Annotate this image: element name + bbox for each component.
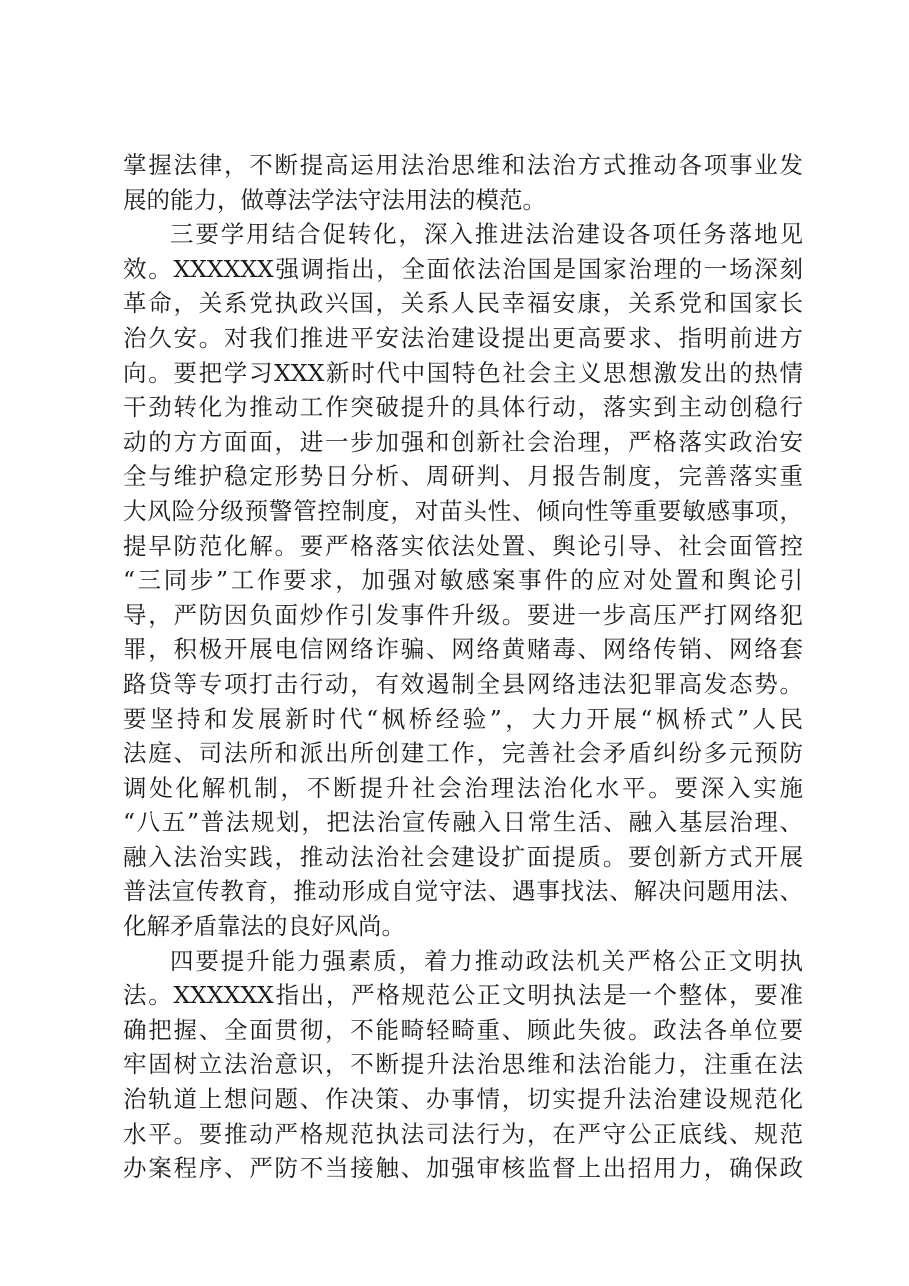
- text-line: 水平。要推动严格规范执法司法行为，在严守公正底线、规范: [123, 1119, 803, 1148]
- text-line: 办案程序、严防不当接触、加强审核监督上出招用力，确保政: [123, 1154, 803, 1183]
- text-line: 大风险分级预警管控制度，对苗头性、倾向性等重要敏感事项，: [123, 496, 803, 525]
- text-line: 效。XXXXXX强调指出，全面依法治国是国家治理的一场深刻: [123, 254, 803, 283]
- text-line: 干劲转化为推动工作突破提升的具体行动，落实到主动创稳行: [123, 393, 803, 422]
- text-line: 路贷等专项打击行动，有效遏制全县网络违法犯罪高发态势。: [123, 669, 803, 698]
- text-line: 罪，积极开展电信网络诈骗、网络黄赌毒、网络传销、网络套: [123, 635, 803, 664]
- text-line: 法庭、司法所和派出所创建工作，完善社会矛盾纠纷多元预防: [123, 739, 803, 768]
- text-line: 治轨道上想问题、作决策、办事情，切实提升法治建设规范化: [123, 1085, 803, 1114]
- text-line: 要坚持和发展新时代“枫桥经验”，大力开展“枫桥式”人民: [123, 704, 803, 733]
- text-line: 法。XXXXXX指出，严格规范公正文明执法是一个整体，要准: [123, 981, 803, 1010]
- document-body: [123, 148, 803, 1186]
- text-line: 牢固树立法治意识，不断提升法治思维和法治能力，注重在法: [123, 1050, 803, 1079]
- text-line: 掌握法律，不断提高运用法治思维和法治方式推动各项事业发: [123, 151, 803, 179]
- text-line: 全与维护稳定形势日分析、周研判、月报告制度，完善落实重: [123, 462, 803, 491]
- text-line: 调处化解机制，不断提升社会治理法治化水平。要深入实施: [123, 773, 803, 802]
- text-line: “八五”普法规划，把法治宣传融入日常生活、融入基层治理、: [123, 808, 803, 837]
- text-line: 融入法治实践，推动法治社会建设扩面提质。要创新方式开展: [123, 842, 803, 871]
- text-line: 展的能力，做尊法学法守法用法的模范。: [123, 185, 546, 214]
- paragraph-first-line: 四要提升能力强素质，着力推动政法机关严格公正文明执: [170, 946, 803, 975]
- text-line: 向。要把学习XXX新时代中国特色社会主义思想激发出的热情: [123, 358, 803, 387]
- text-line: 普法宣传教育，推动形成自觉守法、遇事找法、解决问题用法、: [123, 877, 803, 906]
- text-line: 动的方方面面，进一步加强和创新社会治理，严格落实政治安: [123, 427, 803, 456]
- text-line: “三同步”工作要求，加强对敏感案事件的应对处置和舆论引: [123, 566, 803, 595]
- text-line: 确把握、全面贯彻，不能畸轻畸重、顾此失彼。政法各单位要: [123, 1015, 803, 1044]
- paragraph-first-line: 三要学用结合促转化，深入推进法治建设各项任务落地见: [170, 220, 803, 249]
- text-line: 提早防范化解。要严格落实依法处置、舆论引导、社会面管控: [123, 531, 803, 560]
- text-line: 导，严防因负面炒作引发事件升级。要进一步高压严打网络犯: [123, 600, 803, 629]
- text-line: 化解矛盾靠法的良好风尚。: [123, 912, 405, 941]
- text-line: 革命，关系党执政兴国，关系人民幸福安康，关系党和国家长: [123, 289, 803, 318]
- text-line: 治久安。对我们推进平安法治建设提出更高要求、指明前进方: [123, 323, 803, 352]
